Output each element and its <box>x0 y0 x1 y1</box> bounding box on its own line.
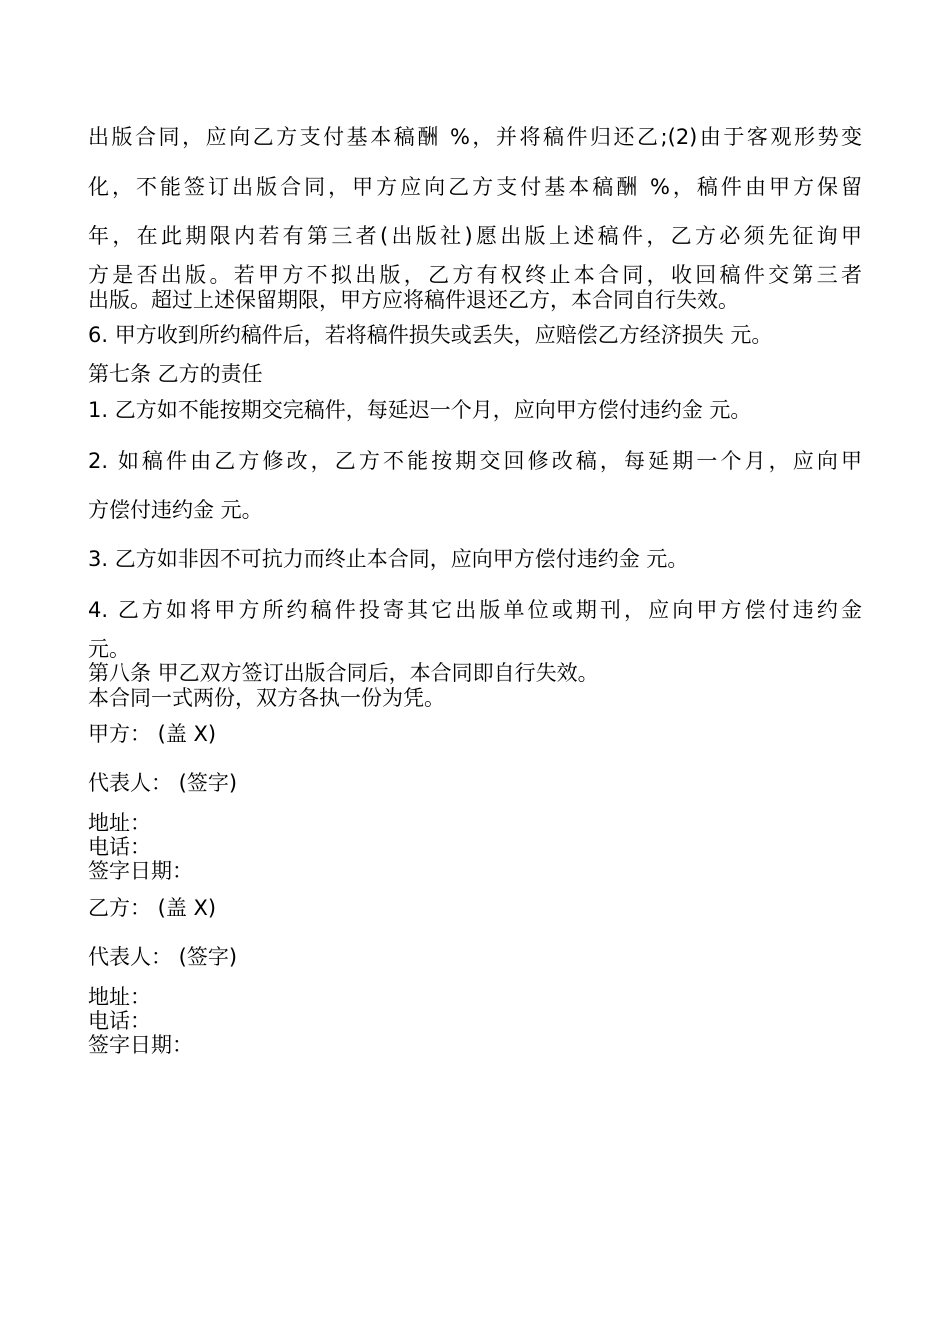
clause-item-2: 2. 如稿件由乙方修改，乙方不能按期交回修改稿，每延期一个月，应向甲 <box>88 449 862 473</box>
paragraph-line: 方是否出版。若甲方不拟出版，乙方有权终止本合同，收回稿件交第三者 <box>88 263 862 287</box>
clause-item-4-cont: 元。 <box>88 637 130 661</box>
clause-item-6: 6. 甲方收到所约稿件后，若将稿件损失或丢失，应赔偿乙方经济损失 元。 <box>88 323 773 347</box>
clause-item-3: 3. 乙方如非因不可抗力而终止本合同，应向甲方偿付违约金 元。 <box>88 547 689 571</box>
party-b-representative: 代表人： (签字) <box>88 945 238 969</box>
party-b-name: 乙方： (盖 X) <box>88 896 217 920</box>
clause-item-2-cont: 方偿付违约金 元。 <box>88 498 263 522</box>
clause-item-1: 1. 乙方如不能按期交完稿件，每延迟一个月，应向甲方偿付违约金 元。 <box>88 398 752 422</box>
section-heading-7: 第七条 乙方的责任 <box>88 362 263 386</box>
party-a-phone: 电话： <box>88 835 151 859</box>
paragraph-line: 出版。超过上述保留期限，甲方应将稿件退还乙方，本合同自行失效。 <box>88 288 739 312</box>
party-a-name: 甲方： (盖 X) <box>88 722 217 746</box>
party-a-date: 签字日期： <box>88 859 193 883</box>
party-a-representative: 代表人： (签字) <box>88 771 238 795</box>
section-heading-8: 第八条 甲乙双方签订出版合同后，本合同即自行失效。 <box>88 661 599 685</box>
party-b-address: 地址： <box>88 985 151 1009</box>
party-b-phone: 电话： <box>88 1009 151 1033</box>
clause-item-4: 4. 乙方如将甲方所约稿件投寄其它出版单位或期刊，应向甲方偿付违约金 <box>88 598 862 622</box>
paragraph-line: 出版合同，应向乙方支付基本稿酬 %，并将稿件归还乙;(2)由于客观形势变 <box>88 125 862 149</box>
paragraph-line: 化，不能签订出版合同，甲方应向乙方支付基本稿酬 %，稿件由甲方保留 <box>88 175 862 199</box>
paragraph-line: 年，在此期限内若有第三者(出版社)愿出版上述稿件，乙方必须先征询甲 <box>88 224 862 248</box>
party-a-address: 地址： <box>88 811 151 835</box>
party-b-date: 签字日期： <box>88 1033 193 1057</box>
copies-statement: 本合同一式两份，双方各执一份为凭。 <box>88 686 445 710</box>
